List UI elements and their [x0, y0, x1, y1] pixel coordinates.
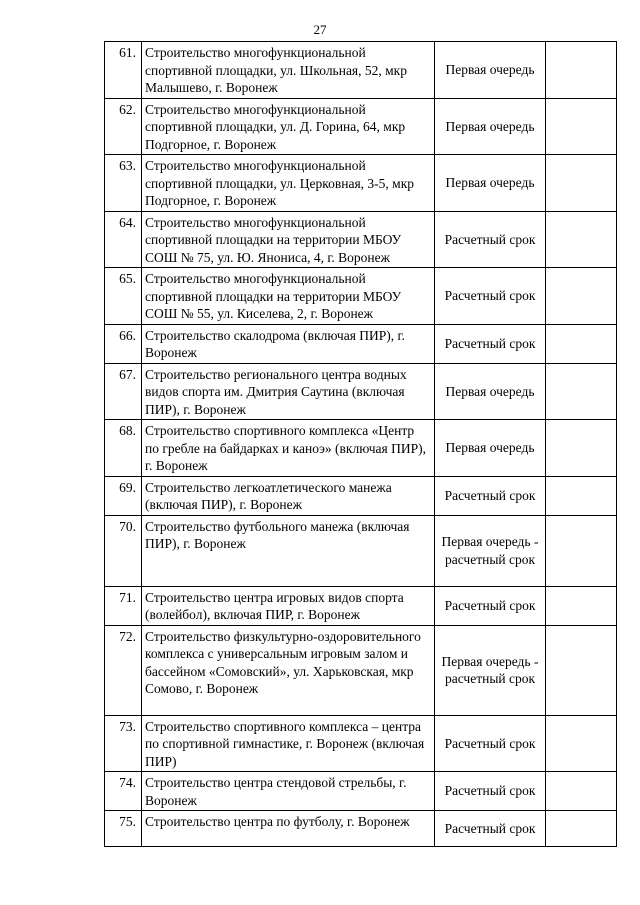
project-name: Строительство физкультурно-оздоровительного комплекса с универсальным игровым залом и бассейном «Сомовский», ул. Харьковская, мкр Сомово, г. Воронеж — [142, 625, 435, 715]
empty-cell — [546, 98, 617, 155]
implementation-period: Первая очередь - расчетный срок — [435, 515, 546, 586]
implementation-period: Расчетный срок — [435, 211, 546, 268]
empty-cell — [546, 211, 617, 268]
table-row — [105, 211, 617, 268]
table-row — [105, 772, 617, 811]
row-number: 62. — [105, 98, 142, 155]
table-row — [105, 625, 617, 715]
table-row — [105, 515, 617, 586]
project-name: Строительство спортивного комплекса «Центр по гребле на байдарках и каноэ» (включая ПИР), г. Воронеж — [142, 420, 435, 477]
implementation-period: Первая очередь — [435, 42, 546, 99]
page-number: 27 — [313, 22, 327, 37]
table-row — [105, 811, 617, 847]
empty-cell — [546, 268, 617, 325]
table-row — [105, 155, 617, 212]
project-name: Строительство многофункциональной спортивной площадки, ул. Школьная, 52, мкр Малышево, г. Воронеж — [142, 42, 435, 99]
table-row — [105, 324, 617, 363]
empty-cell — [546, 625, 617, 715]
row-number: 75. — [105, 811, 142, 847]
project-name: Строительство многофункциональной спортивной площадки, ул. Д. Горина, 64, мкр Подгорное, г. Воронеж — [142, 98, 435, 155]
table-row — [105, 42, 617, 99]
empty-cell — [546, 586, 617, 625]
empty-cell — [546, 420, 617, 477]
table-row — [105, 586, 617, 625]
project-name: Строительство футбольного манежа (включая ПИР), г. Воронеж — [142, 515, 435, 586]
project-name: Строительство центра по футболу, г. Воронеж — [142, 811, 435, 847]
row-number: 71. — [105, 586, 142, 625]
table-row — [105, 268, 617, 325]
row-number: 73. — [105, 715, 142, 772]
empty-cell — [546, 476, 617, 515]
implementation-period: Первая очередь — [435, 98, 546, 155]
row-number: 64. — [105, 211, 142, 268]
projects-table — [104, 41, 617, 847]
project-name: Строительство регионального центра водных видов спорта им. Дмитрия Саутина (включая ПИР), г. Воронеж — [142, 363, 435, 420]
project-name: Строительство спортивного комплекса – центра по спортивной гимнастике, г. Воронеж (включая ПИР) — [142, 715, 435, 772]
table-row — [105, 420, 617, 477]
project-name: Строительство центра игровых видов спорта (волейбол), включая ПИР, г. Воронеж — [142, 586, 435, 625]
empty-cell — [546, 324, 617, 363]
project-name: Строительство многофункциональной спортивной площадки на территории МБОУ СОШ № 55, ул. Киселева, 2, г. Воронеж — [142, 268, 435, 325]
project-name: Строительство центра стендовой стрельбы, г. Воронеж — [142, 772, 435, 811]
implementation-period: Расчетный срок — [435, 772, 546, 811]
implementation-period: Расчетный срок — [435, 715, 546, 772]
implementation-period: Расчетный срок — [435, 811, 546, 847]
row-number: 72. — [105, 625, 142, 715]
project-name: Строительство скалодрома (включая ПИР), г. Воронеж — [142, 324, 435, 363]
empty-cell — [546, 42, 617, 99]
table-row — [105, 363, 617, 420]
table-row — [105, 715, 617, 772]
table-row — [105, 476, 617, 515]
row-number: 67. — [105, 363, 142, 420]
project-name: Строительство легкоатлетического манежа (включая ПИР), г. Воронеж — [142, 476, 435, 515]
table-body — [105, 42, 617, 847]
row-number: 61. — [105, 42, 142, 99]
table-row — [105, 98, 617, 155]
row-number: 69. — [105, 476, 142, 515]
row-number: 70. — [105, 515, 142, 586]
empty-cell — [546, 715, 617, 772]
implementation-period: Расчетный срок — [435, 586, 546, 625]
implementation-period: Первая очередь — [435, 155, 546, 212]
implementation-period: Расчетный срок — [435, 268, 546, 325]
empty-cell — [546, 155, 617, 212]
implementation-period: Расчетный срок — [435, 476, 546, 515]
implementation-period: Расчетный срок — [435, 324, 546, 363]
implementation-period: Первая очередь - расчетный срок — [435, 625, 546, 715]
row-number: 68. — [105, 420, 142, 477]
row-number: 74. — [105, 772, 142, 811]
empty-cell — [546, 772, 617, 811]
row-number: 66. — [105, 324, 142, 363]
row-number: 65. — [105, 268, 142, 325]
empty-cell — [546, 811, 617, 847]
implementation-period: Первая очередь — [435, 363, 546, 420]
row-number: 63. — [105, 155, 142, 212]
project-name: Строительство многофункциональной спортивной площадки, ул. Церковная, 3-5, мкр Подгорное, г. Воронеж — [142, 155, 435, 212]
empty-cell — [546, 515, 617, 586]
empty-cell — [546, 363, 617, 420]
project-name: Строительство многофункциональной спортивной площадки на территории МБОУ СОШ № 75, ул. Ю. Янониса, 4, г. Воронеж — [142, 211, 435, 268]
implementation-period: Первая очередь — [435, 420, 546, 477]
